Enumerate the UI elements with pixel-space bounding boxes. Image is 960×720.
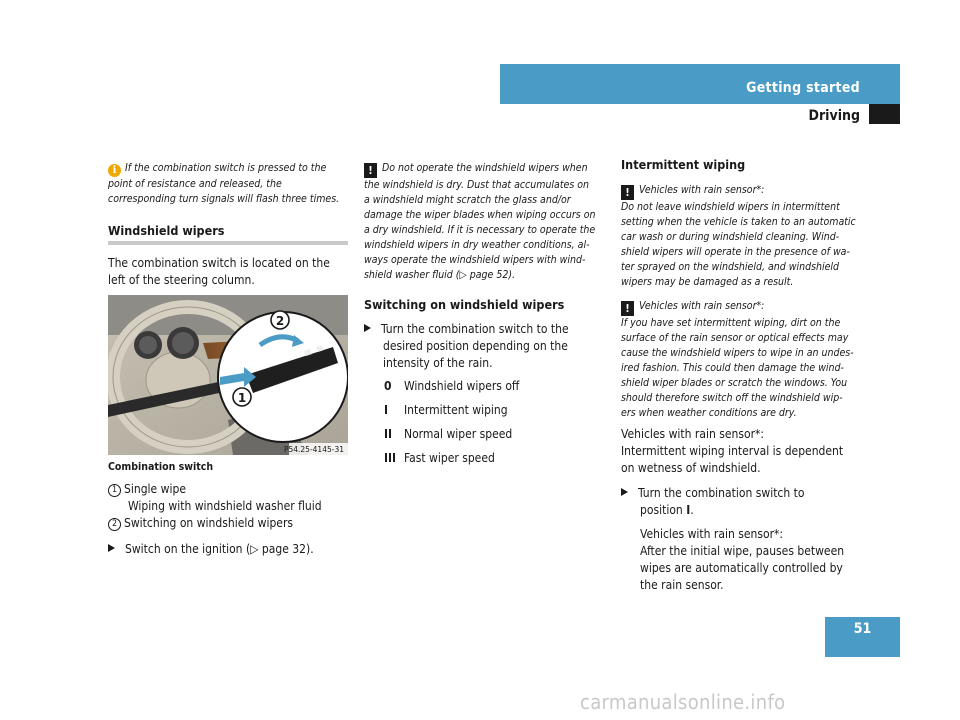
info-icon: i: [108, 164, 121, 177]
section-title: Getting started: [746, 80, 860, 96]
combination-switch-figure: [108, 295, 348, 455]
warning-icon: !: [621, 185, 634, 200]
position-i-step: Turn the combination switch to position I.: [621, 485, 866, 519]
rain-sensor-warning: ! Vehicles with rain sensor*: If you have set intermittent wiping, dirt on the surface of the rain sensor or optical effects may cause the windshield wipers to wipe in an undes- ired fashion. This could then damage the wind- shield wiper blades or scratch the windows. You should therefore switch off the windshield wip- ers when weather conditions are dry.: [621, 300, 854, 419]
intermittent-wiping-heading: Intermittent wiping: [621, 157, 746, 172]
ignition-step: Switch on the ignition (▷ page 32).: [108, 541, 358, 558]
warning-icon: !: [621, 301, 634, 316]
figure-caption: Combination switch: [108, 461, 214, 473]
intro-text: The combination switch is located on the left of the steering column.: [108, 256, 330, 287]
heading-rule: [108, 241, 348, 245]
legend-item-1b: Wiping with windshield washer fluid: [128, 499, 322, 513]
dry-wipe-warning: ! Do not operate the windshield wipers when the windshield is dry. Dust that accumulates on a windshield might scratch the glass and/or damage the wiper blades when wiping occurs on a dry windshield. If it is necessary to operate the windshield wipers in dry weather conditions, al- ways operate the windshield wipers with wind- shield washer fluid (▷ page 52).: [364, 162, 596, 281]
figure-callout-2: 2: [275, 314, 285, 328]
header-marker: [869, 104, 900, 124]
watermark: carmanualsonline.info: [580, 690, 786, 714]
figure-legend: [108, 481, 358, 532]
car-wash-warning: ! Vehicles with rain sensor*: Do not leave windshield wipers in intermittent setting when the vehicle is taken to an automatic car wash or during windshield cleaning. Wind- shield wipers will operate in the presence of wa- ter sprayed on the windshield, and windshield wipers may be damaged as a result.: [621, 184, 856, 288]
switching-on-heading: Switching on windshield wipers: [364, 297, 565, 312]
step-arrow-icon: [621, 488, 628, 496]
figure-illustration: [108, 295, 348, 455]
turn-switch-step: Turn the combination switch to the desired position depending on the intensity of the rain.: [364, 321, 604, 372]
info-note: i If the combination switch is pressed to the point of resistance and released, the corresponding turn signals will flash three times.: [108, 162, 340, 205]
step-arrow-icon: [108, 544, 115, 552]
rain-sensor-paragraph: Vehicles with rain sensor*: Intermittent wiping interval is dependent on wetness of windshield.: [621, 427, 844, 475]
warning-icon: !: [364, 163, 377, 178]
step-arrow-icon: [364, 324, 371, 332]
figure-code: P54.25-4145-31: [283, 445, 344, 454]
subsection-title: Driving: [808, 108, 860, 124]
rain-sensor-after-text: Vehicles with rain sensor*: After the initial wipe, pauses between wipes are automatically controlled by the rain sensor.: [640, 527, 845, 592]
figure-callout-1: 1: [237, 391, 247, 405]
windshield-wipers-heading: Windshield wipers: [108, 223, 225, 238]
page-number: 51: [825, 617, 900, 657]
legend-item-1: 1 Single wipe: [108, 481, 358, 498]
legend-item-2: 2 Switching on windshield wipers: [108, 515, 358, 532]
